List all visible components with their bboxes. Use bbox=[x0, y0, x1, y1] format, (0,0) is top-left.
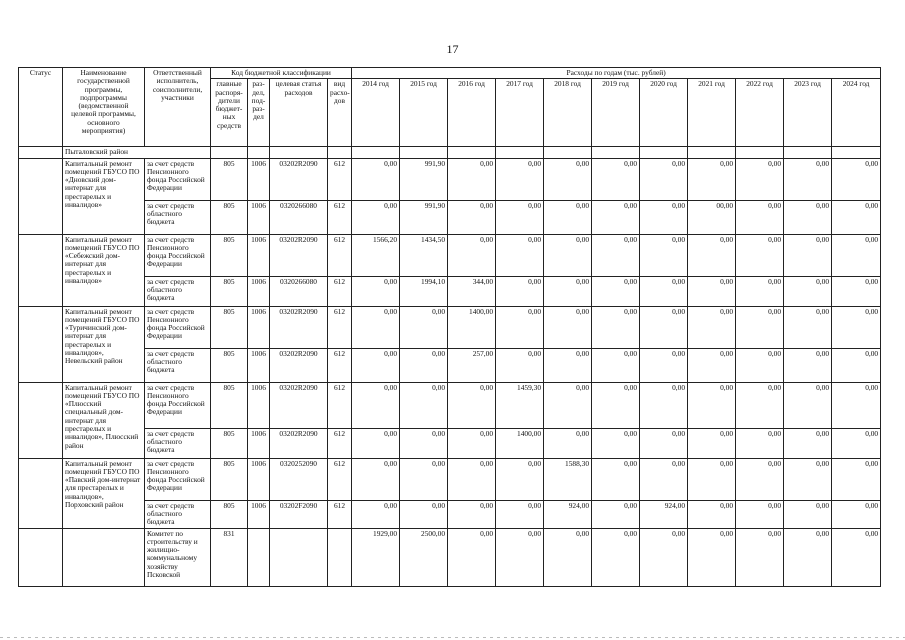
code-grbs: 805 bbox=[211, 382, 248, 428]
amount-cell: 0,00 bbox=[784, 458, 832, 500]
code-article: 03202R2090 bbox=[270, 382, 328, 428]
code-kind: 612 bbox=[328, 428, 352, 458]
amount-cell: 0,00 bbox=[784, 348, 832, 382]
amount-cell: 0,00 bbox=[544, 158, 592, 200]
amount-cell: 0,00 bbox=[688, 276, 736, 306]
code-kind: 612 bbox=[328, 276, 352, 306]
code-grbs: 805 bbox=[211, 158, 248, 200]
amount-cell: 0,00 bbox=[352, 200, 400, 234]
amount-cell: 0,00 bbox=[592, 234, 640, 276]
amount-cell: 0,00 bbox=[784, 200, 832, 234]
amount-cell: 0,00 bbox=[832, 528, 881, 586]
amount-cell: 0,00 bbox=[592, 158, 640, 200]
responsible-cell: за счет средств областного бюджета bbox=[145, 348, 211, 382]
amount-cell: 0,00 bbox=[448, 158, 496, 200]
amount-cell: 0,00 bbox=[832, 276, 881, 306]
code-kind: 612 bbox=[328, 200, 352, 234]
amount-cell: 0,00 bbox=[784, 382, 832, 428]
amount-cell: 0,00 bbox=[592, 458, 640, 500]
amount-cell: 0,00 bbox=[640, 428, 688, 458]
program-name: Капитальный ремонт помещений ГБУСО ПО «Туричинский дом-интернат для престарелых и инвалидов», Невельский район bbox=[63, 306, 145, 382]
code-article: 03202R2090 bbox=[270, 348, 328, 382]
amount-cell: 0,00 bbox=[640, 528, 688, 586]
amount-cell: 924,00 bbox=[544, 500, 592, 528]
amount-cell: 0,00 bbox=[496, 276, 544, 306]
header-code-col: главные распоря- дители бюджет- ных средств bbox=[211, 79, 248, 147]
table-row bbox=[19, 458, 881, 500]
header-status: Статус bbox=[19, 68, 63, 147]
amount-cell: 0,00 bbox=[544, 200, 592, 234]
header-year: 2015 год bbox=[400, 79, 448, 147]
header-responsible: Ответственный исполнитель, соисполнители, участники bbox=[145, 68, 211, 147]
amount-cell: 0,00 bbox=[736, 348, 784, 382]
header-year: 2019 год bbox=[592, 79, 640, 147]
amount-cell: 0,00 bbox=[352, 428, 400, 458]
amount-cell: 0,00 bbox=[832, 382, 881, 428]
amount-cell: 0,00 bbox=[688, 382, 736, 428]
amount-cell: 0,00 bbox=[352, 458, 400, 500]
amount-cell: 0,00 bbox=[832, 428, 881, 458]
amount-cell: 0,00 bbox=[832, 348, 881, 382]
code-kind bbox=[328, 528, 352, 586]
header-year: 2014 год bbox=[352, 79, 400, 147]
responsible-cell: за счет средств областного бюджета bbox=[145, 428, 211, 458]
responsible-cell: за счет средств Пенсионного фонда Российской Федерации bbox=[145, 306, 211, 348]
header-year: 2023 год bbox=[784, 79, 832, 147]
amount-cell: 0,00 bbox=[736, 306, 784, 348]
amount-cell: 0,00 bbox=[688, 234, 736, 276]
code-article: 03202R2090 bbox=[270, 428, 328, 458]
amount-cell: 0,00 bbox=[496, 234, 544, 276]
table-row bbox=[19, 276, 881, 306]
amount-cell: 0,00 bbox=[688, 528, 736, 586]
status-cell bbox=[19, 234, 63, 306]
header-year: 2024 год bbox=[832, 79, 881, 147]
amount-cell: 0,00 bbox=[448, 200, 496, 234]
amount-cell: 0,00 bbox=[784, 428, 832, 458]
responsible-cell: Комитет по строительству и жилищно-коммунальному хозяйству Псковской bbox=[145, 528, 211, 586]
table-row bbox=[19, 500, 881, 528]
table-row bbox=[19, 348, 881, 382]
code-kind: 612 bbox=[328, 382, 352, 428]
status-cell bbox=[19, 528, 63, 586]
amount-cell: 0,00 bbox=[400, 500, 448, 528]
scan-edge bbox=[0, 637, 905, 638]
amount-cell: 0,00 bbox=[784, 500, 832, 528]
amount-cell: 0,00 bbox=[784, 276, 832, 306]
amount-cell: 1400,00 bbox=[448, 306, 496, 348]
status-cell bbox=[19, 306, 63, 382]
responsible-cell: за счет средств областного бюджета bbox=[145, 200, 211, 234]
amount-cell: 924,00 bbox=[640, 500, 688, 528]
amount-cell: 0,00 bbox=[832, 306, 881, 348]
amount-cell: 0,00 bbox=[496, 306, 544, 348]
code-kind: 612 bbox=[328, 234, 352, 276]
amount-cell: 0,00 bbox=[448, 428, 496, 458]
amount-cell: 0,00 bbox=[544, 382, 592, 428]
amount-cell: 0,00 bbox=[736, 458, 784, 500]
amount-cell: 0,00 bbox=[544, 348, 592, 382]
code-article: 03202R2090 bbox=[270, 158, 328, 200]
code-section: 1006 bbox=[248, 200, 270, 234]
program-name: Капитальный ремонт помещений ГБУСО ПО «Себежский дом-интернат для престарелых и инвалидов» bbox=[63, 234, 145, 306]
amount-cell: 0,00 bbox=[400, 348, 448, 382]
amount-cell: 1459,30 bbox=[496, 382, 544, 428]
code-grbs: 805 bbox=[211, 348, 248, 382]
responsible-cell: за счет средств Пенсионного фонда Российской Федерации bbox=[145, 382, 211, 428]
amount-cell: 0,00 bbox=[640, 234, 688, 276]
amount-cell: 00,00 bbox=[688, 200, 736, 234]
header-year: 2017 год bbox=[496, 79, 544, 147]
code-kind: 612 bbox=[328, 158, 352, 200]
code-section: 1006 bbox=[248, 234, 270, 276]
amount-cell: 0,00 bbox=[592, 500, 640, 528]
amount-cell: 0,00 bbox=[688, 348, 736, 382]
amount-cell: 0,00 bbox=[496, 200, 544, 234]
table-row bbox=[19, 528, 881, 586]
amount-cell: 0,00 bbox=[496, 348, 544, 382]
code-section bbox=[248, 528, 270, 586]
amount-cell: 0,00 bbox=[832, 458, 881, 500]
header-code-col: вид расхо- дов bbox=[328, 79, 352, 147]
amount-cell: 0,00 bbox=[640, 200, 688, 234]
amount-cell: 0,00 bbox=[640, 382, 688, 428]
code-grbs: 805 bbox=[211, 276, 248, 306]
amount-cell: 0,00 bbox=[832, 200, 881, 234]
amount-cell: 0,00 bbox=[448, 234, 496, 276]
amount-cell: 991,90 bbox=[400, 158, 448, 200]
code-grbs: 831 bbox=[211, 528, 248, 586]
amount-cell: 0,00 bbox=[640, 306, 688, 348]
amount-cell: 0,00 bbox=[592, 528, 640, 586]
amount-cell: 0,00 bbox=[544, 234, 592, 276]
amount-cell: 0,00 bbox=[784, 234, 832, 276]
amount-cell: 0,00 bbox=[640, 158, 688, 200]
amount-cell: 0,00 bbox=[592, 306, 640, 348]
amount-cell: 0,00 bbox=[400, 428, 448, 458]
amount-cell: 0,00 bbox=[448, 458, 496, 500]
code-section: 1006 bbox=[248, 348, 270, 382]
amount-cell: 0,00 bbox=[832, 500, 881, 528]
amount-cell: 344,00 bbox=[448, 276, 496, 306]
code-grbs: 805 bbox=[211, 458, 248, 500]
code-kind: 612 bbox=[328, 458, 352, 500]
amount-cell: 257,00 bbox=[448, 348, 496, 382]
amount-cell: 0,00 bbox=[352, 276, 400, 306]
code-section: 1006 bbox=[248, 382, 270, 428]
amount-cell: 0,00 bbox=[352, 306, 400, 348]
code-section: 1006 bbox=[248, 158, 270, 200]
amount-cell: 0,00 bbox=[832, 158, 881, 200]
amount-cell: 0,00 bbox=[736, 234, 784, 276]
amount-cell: 0,00 bbox=[544, 428, 592, 458]
code-article: 03202F2090 bbox=[270, 500, 328, 528]
table-row bbox=[19, 158, 881, 200]
amount-cell: 0,00 bbox=[736, 500, 784, 528]
header-year: 2018 год bbox=[544, 79, 592, 147]
code-section: 1006 bbox=[248, 306, 270, 348]
amount-cell: 0,00 bbox=[352, 382, 400, 428]
code-section: 1006 bbox=[248, 500, 270, 528]
amount-cell: 0,00 bbox=[544, 306, 592, 348]
code-grbs: 805 bbox=[211, 500, 248, 528]
code-grbs: 805 bbox=[211, 428, 248, 458]
table-row bbox=[19, 200, 881, 234]
code-article: 03202R2090 bbox=[270, 234, 328, 276]
program-name: Капитальный ремонт помещений ГБУСО ПО «Плюсский специальный дом-интернат для престарелых и инвалидов», Плюсский район bbox=[63, 382, 145, 458]
code-section: 1006 bbox=[248, 458, 270, 500]
amount-cell: 0,00 bbox=[352, 158, 400, 200]
table-row bbox=[19, 428, 881, 458]
amount-cell: 1588,30 bbox=[544, 458, 592, 500]
amount-cell: 0,00 bbox=[784, 528, 832, 586]
amount-cell: 0,00 bbox=[736, 158, 784, 200]
header-name: Наименование государственной программы, подпрограммы (ведомственной целевой программы, основного мероприятия) bbox=[63, 68, 145, 147]
code-kind: 612 bbox=[328, 500, 352, 528]
table-body bbox=[19, 147, 881, 586]
amount-cell: 1400,00 bbox=[496, 428, 544, 458]
amount-cell: 0,00 bbox=[400, 306, 448, 348]
header-code-col: целевая статья расходов bbox=[270, 79, 328, 147]
amount-cell: 0,00 bbox=[448, 528, 496, 586]
amount-cell: 0,00 bbox=[352, 348, 400, 382]
header-code-col: раз- дел, под- раз- дел bbox=[248, 79, 270, 147]
amount-cell: 1566,20 bbox=[352, 234, 400, 276]
amount-cell: 0,00 bbox=[736, 428, 784, 458]
amount-cell: 0,00 bbox=[544, 528, 592, 586]
amount-cell: 0,00 bbox=[688, 306, 736, 348]
amount-cell: 0,00 bbox=[640, 458, 688, 500]
responsible-cell: за счет средств областного бюджета bbox=[145, 276, 211, 306]
amount-cell: 0,00 bbox=[688, 500, 736, 528]
amount-cell: 0,00 bbox=[496, 458, 544, 500]
amount-cell: 0,00 bbox=[784, 158, 832, 200]
table-row bbox=[19, 382, 881, 428]
district-row bbox=[19, 147, 881, 158]
amount-cell: 0,00 bbox=[688, 158, 736, 200]
amount-cell: 1929,00 bbox=[352, 528, 400, 586]
budget-table bbox=[18, 67, 881, 587]
header-year: 2022 год bbox=[736, 79, 784, 147]
status-cell bbox=[19, 158, 63, 234]
header-expenses: Расходы по годам (тыс. рублей) bbox=[352, 68, 881, 79]
amount-cell: 0,00 bbox=[832, 234, 881, 276]
amount-cell: 0,00 bbox=[496, 158, 544, 200]
responsible-cell: за счет средств Пенсионного фонда Российской Федерации bbox=[145, 458, 211, 500]
amount-cell: 0,00 bbox=[592, 348, 640, 382]
code-section: 1006 bbox=[248, 428, 270, 458]
code-article: 0320266080 bbox=[270, 200, 328, 234]
amount-cell: 0,00 bbox=[400, 458, 448, 500]
amount-cell: 0,00 bbox=[400, 382, 448, 428]
code-grbs: 805 bbox=[211, 200, 248, 234]
amount-cell: 0,00 bbox=[736, 276, 784, 306]
amount-cell: 0,00 bbox=[352, 500, 400, 528]
responsible-cell: за счет средств Пенсионного фонда Российской Федерации bbox=[145, 158, 211, 200]
amount-cell: 1434,50 bbox=[400, 234, 448, 276]
amount-cell: 0,00 bbox=[736, 528, 784, 586]
amount-cell: 0,00 bbox=[640, 348, 688, 382]
amount-cell: 0,00 bbox=[496, 528, 544, 586]
amount-cell: 0,00 bbox=[592, 428, 640, 458]
table-row bbox=[19, 306, 881, 348]
amount-cell: 0,00 bbox=[736, 200, 784, 234]
code-article: 0320252090 bbox=[270, 458, 328, 500]
code-grbs: 805 bbox=[211, 234, 248, 276]
amount-cell: 0,00 bbox=[736, 382, 784, 428]
header-year: 2016 год bbox=[448, 79, 496, 147]
amount-cell: 0,00 bbox=[688, 428, 736, 458]
program-name: Капитальный ремонт помещений ГБУСО ПО «Дновский дом-интернат для престарелых и инвалидов» bbox=[63, 158, 145, 234]
status-cell bbox=[19, 382, 63, 458]
amount-cell: 991,90 bbox=[400, 200, 448, 234]
amount-cell: 0,00 bbox=[592, 200, 640, 234]
amount-cell: 0,00 bbox=[448, 382, 496, 428]
page-number: 17 bbox=[446, 42, 459, 56]
responsible-cell: за счет средств Пенсионного фонда Российской Федерации bbox=[145, 234, 211, 276]
code-article bbox=[270, 528, 328, 586]
amount-cell: 0,00 bbox=[784, 306, 832, 348]
program-name: Капитальный ремонт помещений ГБУСО ПО «Павский дом-интернат для престарелых и инвалидов», Порховский район bbox=[63, 458, 145, 528]
code-article: 03202R2090 bbox=[270, 306, 328, 348]
district-label: Пыталовский район bbox=[63, 147, 211, 158]
amount-cell: 1994,10 bbox=[400, 276, 448, 306]
amount-cell: 0,00 bbox=[544, 276, 592, 306]
amount-cell: 0,00 bbox=[688, 458, 736, 500]
code-kind: 612 bbox=[328, 348, 352, 382]
code-section: 1006 bbox=[248, 276, 270, 306]
code-article: 0320266080 bbox=[270, 276, 328, 306]
code-grbs: 805 bbox=[211, 306, 248, 348]
amount-cell: 2500,00 bbox=[400, 528, 448, 586]
amount-cell: 0,00 bbox=[592, 382, 640, 428]
table-row bbox=[19, 234, 881, 276]
header-year: 2020 год bbox=[640, 79, 688, 147]
amount-cell: 0,00 bbox=[640, 276, 688, 306]
responsible-cell: за счет средств областного бюджета bbox=[145, 500, 211, 528]
amount-cell: 0,00 bbox=[592, 276, 640, 306]
amount-cell: 0,00 bbox=[496, 500, 544, 528]
status-cell bbox=[19, 458, 63, 528]
header-budget-code: Код бюджетной классификации bbox=[211, 68, 352, 79]
code-kind: 612 bbox=[328, 306, 352, 348]
amount-cell: 0,00 bbox=[448, 500, 496, 528]
program-name bbox=[63, 528, 145, 586]
header-year: 2021 год bbox=[688, 79, 736, 147]
